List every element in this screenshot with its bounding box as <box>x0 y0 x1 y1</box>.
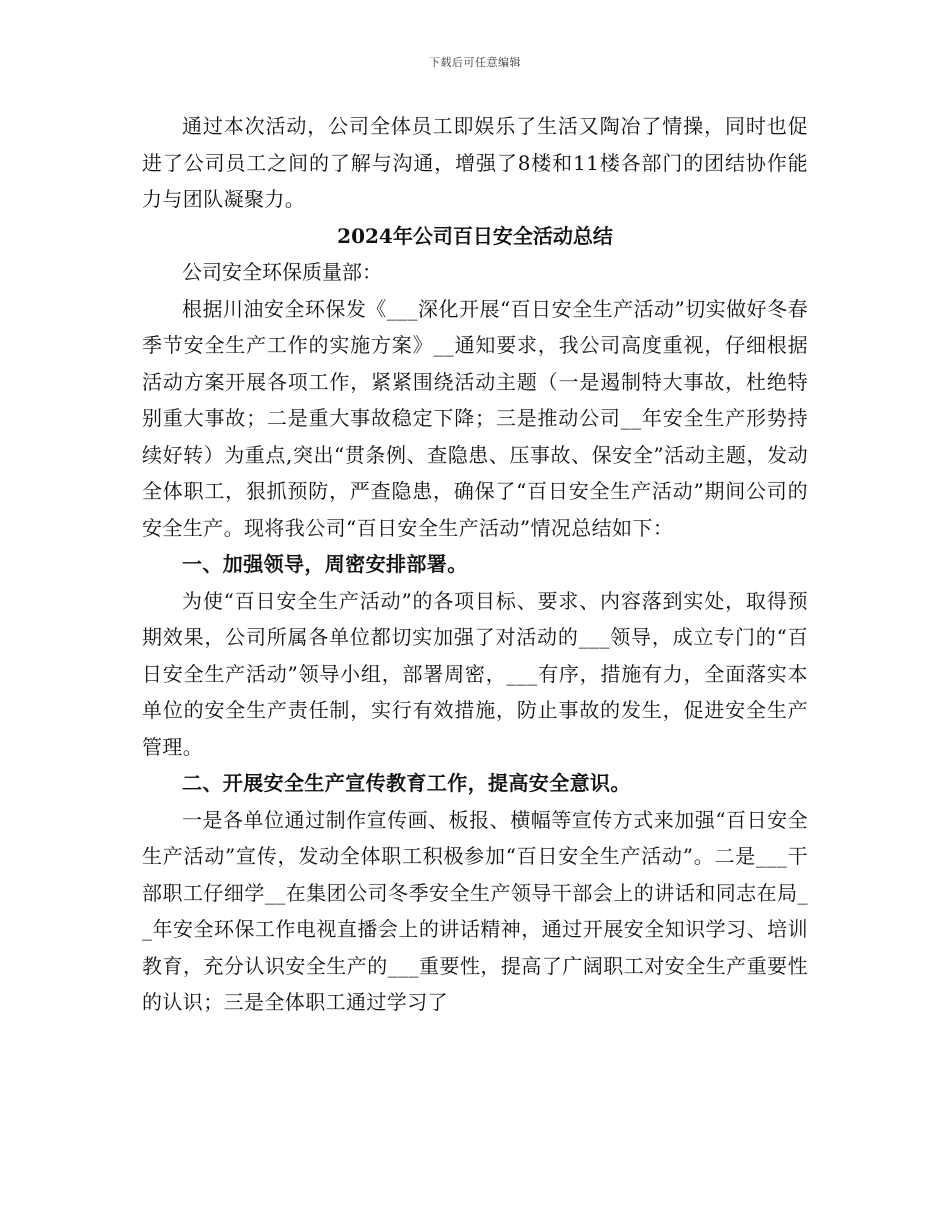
page-header-note: 下载后可任意编辑 <box>429 56 521 69</box>
intro-paragraph: 通过本次活动，公司全体员工即娱乐了生活又陶冶了情操，同时也促进了公司员工之间的了解与沟通，增强了8楼和11楼各部门的团结协作能力与团队凝聚力。 <box>142 114 808 211</box>
paragraph-2: 为使“百日安全生产活动”的各项目标、要求、内容落到实处，取得预期效果，公司所属各单位都切实加强了对活动的___领导，成立专门的“百日安全生产活动”领导小组，部署周密，___有序，措施有力，全面落实本单位的安全生产责任制，实行有效措施，防止事故的发生，促进安全生产管理。 <box>142 588 808 759</box>
salutation: 公司安全环保质量部： <box>182 260 382 284</box>
section-heading-1: 一、加强领导，周密安排部署。 <box>182 552 468 576</box>
document-title: 2024年公司百日安全活动总结 <box>337 223 613 248</box>
section-heading-2: 二、开展安全生产宣传教育工作，提高安全意识。 <box>182 771 631 795</box>
paragraph-1: 根据川油安全环保发《___深化开展“百日安全生产活动”切实做好冬春季节安全生产工作的实施方案》__通知要求，我公司高度重视，仔细根据活动方案开展各项工作，紧紧围绕活动主题（一是遏制特大事故，杜绝特别重大事故；二是重大事故稳定下降；三是推动公司__年安全生产形势持续好转）为重点,突出“贯条例、查隐患、压事故、保安全”活动主题，发动全体职工，狠抓预防，严查隐患，确保了“百日安全生产活动”期间公司的安全生产。现将我公司“百日安全生产活动”情况总结如下： <box>142 296 808 540</box>
document-body <box>142 108 808 1021</box>
paragraph-3: 一是各单位通过制作宣传画、板报、横幅等宣传方式来加强“百日安全生产活动”宣传，发动全体职工积极参加“百日安全生产活动”。二是___干部职工仔细学__在集团公司冬季安全生产领导干部会上的讲话和同志在局__年安全环保工作电视直播会上的讲话精神，通过开展安全知识学习、培训教育，充分认识安全生产的___重要性，提高了广阔职工对安全生产重要性的认识；三是全体职工通过学习了 <box>142 807 808 1014</box>
